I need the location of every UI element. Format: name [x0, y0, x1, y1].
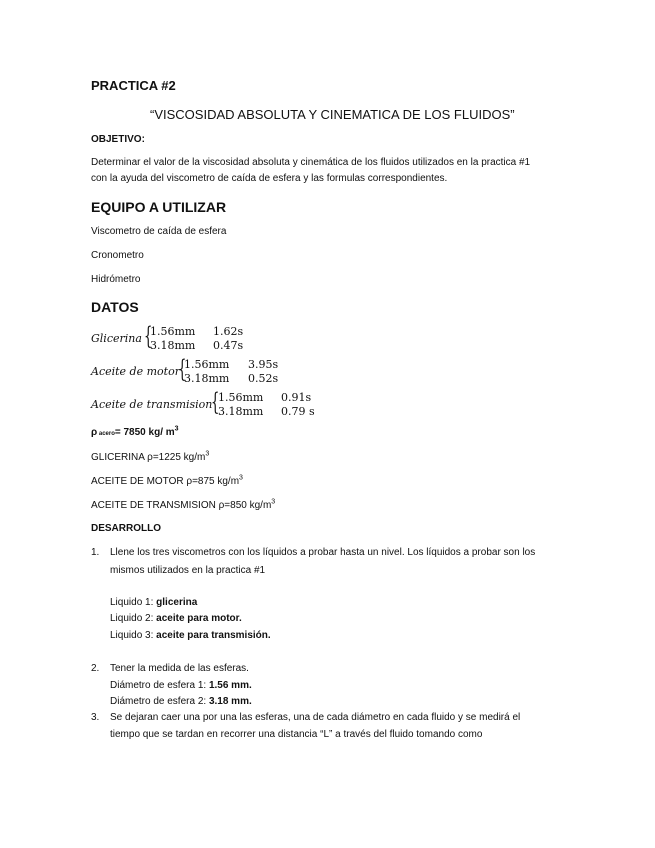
- practice-subtitle: “VISCOSIDAD ABSOLUTA Y CINEMATICA DE LOS FLUIDOS”: [150, 107, 515, 122]
- fluid-diameter: 1.56mm: [218, 391, 264, 404]
- equipo-item: Hidrómetro: [91, 274, 141, 285]
- datos-heading: DATOS: [91, 299, 139, 315]
- fluid-time: 0.91s: [281, 391, 312, 404]
- fluid-time: 0.47s: [213, 339, 244, 352]
- rho-glicerina: GLICERINA ρ=1225 $kg/m^3$: [91, 450, 210, 463]
- equipo-heading: EQUIPO A UTILIZAR: [91, 199, 227, 215]
- rho-transmision: ACEITE DE TRANSMISION ρ=850 $kg/m^3$: [91, 498, 276, 511]
- objetivo-line1: Determinar el valor de la viscosidad absoluta y cinemática de los fluidos utilizados en la practica #1: [91, 157, 531, 168]
- brace-icon: {: [144, 322, 153, 350]
- diameter-1: Diámetro de esfera 1: 1.56 mm.: [110, 680, 252, 691]
- fluid-name: Aceite de motor: [91, 365, 180, 378]
- liquid-item: Liquido 2: aceite para motor.: [110, 613, 242, 624]
- step-number: 3.: [91, 712, 100, 723]
- step2-line1: Tener la medida de las esferas.: [110, 663, 249, 674]
- step1-line2: mismos utilizados en la practica #1: [110, 565, 266, 576]
- step-number: 2.: [91, 663, 100, 674]
- fluid-name: Glicerina: [91, 332, 142, 345]
- step3-line1: Se dejaran caer una por una las esferas, una de cada diámetro en cada fluido y se medirá el: [110, 712, 521, 723]
- equipo-item: Cronometro: [91, 250, 144, 261]
- liquid-item: Liquido 1: glicerina: [110, 597, 198, 608]
- step-number: 1.: [91, 547, 100, 558]
- objetivo-line2: con la ayuda del viscometro de caída de esfera y las formulas correspondientes.: [91, 173, 448, 184]
- fluid-time: 0.79 s: [281, 405, 315, 418]
- rho-acero: ρ acero= 7850 kg/ $m^3$: [91, 425, 179, 438]
- step1-line1: Llene los tres viscometros con los líquidos a probar hasta un nivel. Los líquidos a probar son los: [110, 547, 536, 558]
- rho-motor: ACEITE DE MOTOR ρ=875 $kg/m^3$: [91, 474, 243, 487]
- practice-title: PRACTICA #2: [91, 78, 176, 93]
- fluid-time: 1.62s: [213, 325, 244, 338]
- fluid-time: 0.52s: [248, 372, 279, 385]
- equipo-item: Viscometro de caída de esfera: [91, 226, 227, 237]
- fluid-diameter: 1.56mm: [150, 325, 196, 338]
- fluid-diameter: 3.18mm: [150, 339, 196, 352]
- brace-icon: {: [211, 388, 220, 416]
- fluid-diameter: 3.18mm: [184, 372, 230, 385]
- liquid-item: Liquido 3: aceite para transmisión.: [110, 630, 271, 641]
- fluid-time: 3.95s: [248, 358, 279, 371]
- step3-line2: tiempo que se tardan en recorrer una distancia “L” a través del fluido tomando como: [110, 729, 483, 740]
- fluid-diameter: 3.18mm: [218, 405, 264, 418]
- brace-icon: {: [178, 355, 187, 383]
- fluid-diameter: 1.56mm: [184, 358, 230, 371]
- fluid-name: Aceite de transmision: [91, 398, 213, 411]
- desarrollo-heading: DESARROLLO: [91, 523, 161, 534]
- objetivo-heading: OBJETIVO:: [91, 134, 145, 145]
- diameter-2: Diámetro de esfera 2: 3.18 mm.: [110, 696, 252, 707]
